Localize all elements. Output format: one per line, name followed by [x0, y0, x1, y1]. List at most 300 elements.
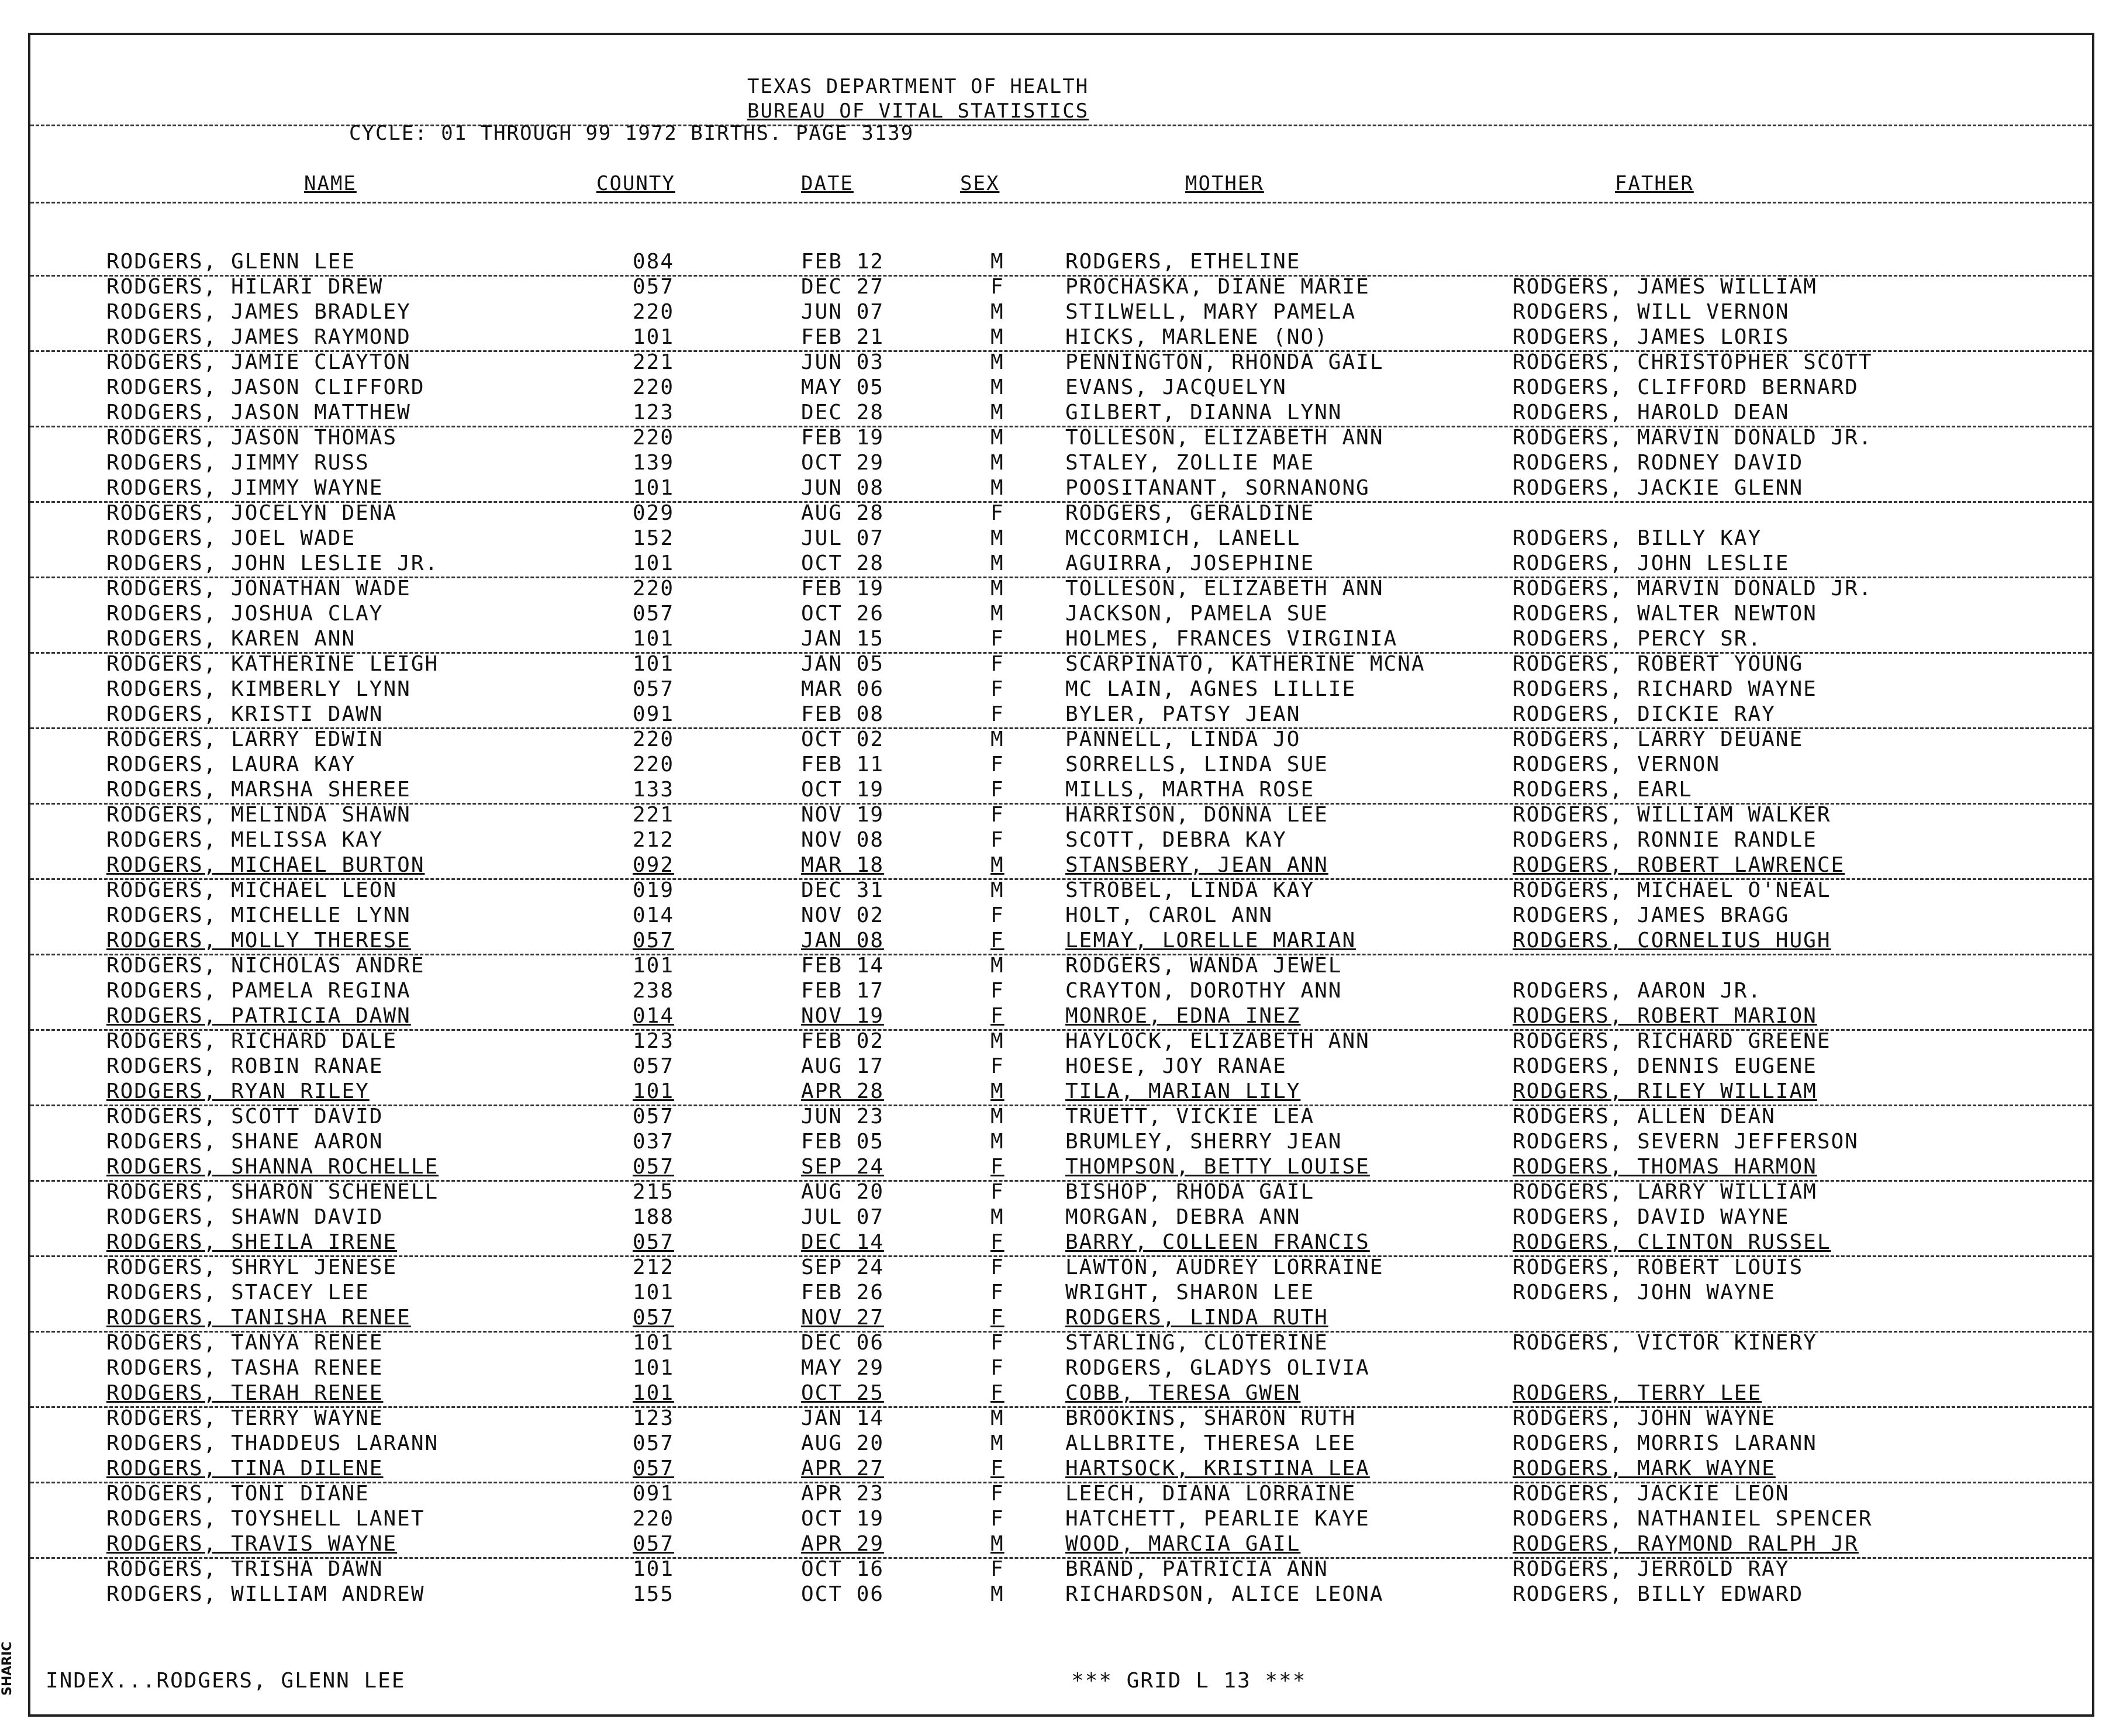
cell-sex: F	[990, 1356, 1005, 1380]
cell-father: RODGERS, JAMES BRAGG	[1513, 903, 1790, 927]
cell-date: FEB 17	[801, 979, 885, 1003]
table-row	[30, 1305, 2092, 1330]
cell-sex: F	[990, 1331, 1005, 1355]
cell-sex: F	[990, 652, 1005, 676]
cell-name: RODGERS, JOCELYN DENA	[106, 501, 398, 525]
cell-county: 057	[633, 1457, 675, 1480]
cell-mother: SORRELLS, LINDA SUE	[1065, 753, 1328, 776]
cell-father: RODGERS, JACKIE LEON	[1513, 1482, 1790, 1506]
table-row	[30, 1179, 2092, 1204]
cell-sex: F	[990, 1180, 1005, 1204]
cell-county: 123	[633, 401, 675, 424]
table-row	[30, 1129, 2092, 1154]
cell-sex: M	[990, 451, 1005, 475]
table-row	[30, 1230, 2092, 1255]
cell-date: NOV 19	[801, 1004, 885, 1028]
cell-name: RODGERS, KATHERINE LEIGH	[106, 652, 439, 676]
cell-county: 220	[633, 727, 675, 751]
cell-mother: MONROE, EDNA INEZ	[1065, 1004, 1301, 1028]
cell-sex: M	[990, 577, 1005, 600]
cell-date: JUN 23	[801, 1105, 885, 1128]
cell-name: RODGERS, JIMMY WAYNE	[106, 476, 384, 500]
cell-sex: F	[990, 677, 1005, 701]
cell-father: RODGERS, SEVERN JEFFERSON	[1513, 1130, 1859, 1154]
document-frame	[28, 33, 2094, 1717]
cell-sex: M	[990, 1079, 1005, 1103]
cell-county: 220	[633, 300, 675, 324]
table-row	[30, 526, 2092, 551]
table-row	[30, 450, 2092, 475]
cell-father: RODGERS, DENNIS EUGENE	[1513, 1054, 1817, 1078]
cell-date: JUN 08	[801, 476, 885, 500]
cell-name: RODGERS, TRISHA DAWN	[106, 1557, 384, 1581]
cell-mother: MILLS, MARTHA ROSE	[1065, 778, 1315, 802]
cell-name: RODGERS, PATRICIA DAWN	[106, 1004, 411, 1028]
cell-name: RODGERS, SHEILA IRENE	[106, 1230, 398, 1254]
cell-father: RODGERS, ALLEN DEAN	[1513, 1105, 1776, 1128]
cell-mother: SCARPINATO, KATHERINE MCNA	[1065, 652, 1425, 676]
table-row	[30, 1406, 2092, 1431]
cell-date: SEP 24	[801, 1155, 885, 1179]
cell-date: DEC 06	[801, 1331, 885, 1355]
table-row	[30, 1380, 2092, 1406]
cell-sex: M	[990, 1029, 1005, 1053]
cell-mother: BRAND, PATRICIA ANN	[1065, 1557, 1328, 1581]
cell-name: RODGERS, MICHAEL LEON	[106, 878, 398, 902]
cell-father: RODGERS, RAYMOND RALPH JR	[1513, 1532, 1859, 1556]
cell-mother: BYLER, PATSY JEAN	[1065, 702, 1301, 726]
cell-name: RODGERS, STACEY LEE	[106, 1281, 370, 1304]
table-row	[30, 903, 2092, 928]
cell-sex: M	[990, 1205, 1005, 1229]
cell-father: RODGERS, VERNON	[1513, 753, 1721, 776]
table-row	[30, 274, 2092, 299]
cell-mother: ALLBRITE, THERESA LEE	[1065, 1431, 1356, 1455]
cell-name: RODGERS, SHANNA ROCHELLE	[106, 1155, 439, 1179]
cell-county: 101	[633, 652, 675, 676]
cell-father: RODGERS, CORNELIUS HUGH	[1513, 929, 1831, 952]
cell-name: RODGERS, RYAN RILEY	[106, 1079, 370, 1103]
table-row	[30, 1255, 2092, 1280]
cell-father: RODGERS, MORRIS LARANN	[1513, 1431, 1817, 1455]
cell-sex: F	[990, 275, 1005, 299]
cell-county: 101	[633, 1079, 675, 1103]
table-row	[30, 475, 2092, 501]
cell-name: RODGERS, MELISSA KAY	[106, 828, 384, 852]
table-row	[30, 576, 2092, 601]
header-rule	[30, 125, 2092, 126]
column-header-rule	[30, 202, 2092, 203]
cell-county: 152	[633, 526, 675, 550]
cell-date: FEB 21	[801, 325, 885, 349]
table-row	[30, 1456, 2092, 1481]
cell-sex: F	[990, 1255, 1005, 1279]
cell-date: JUL 07	[801, 1205, 885, 1229]
table-row	[30, 425, 2092, 450]
cell-mother: RICHARDSON, ALICE LEONA	[1065, 1582, 1384, 1606]
table-row	[30, 1330, 2092, 1355]
table-row	[30, 651, 2092, 677]
cell-name: RODGERS, JAMIE CLAYTON	[106, 350, 411, 374]
cell-name: RODGERS, RICHARD DALE	[106, 1029, 398, 1053]
cell-county: 091	[633, 1482, 675, 1506]
cell-sex: F	[990, 778, 1005, 802]
cell-sex: M	[990, 526, 1005, 550]
cell-mother: COBB, TERESA GWEN	[1065, 1381, 1301, 1405]
cell-mother: HAYLOCK, ELIZABETH ANN	[1065, 1029, 1370, 1053]
cell-mother: WOOD, MARCIA GAIL	[1065, 1532, 1301, 1556]
cell-mother: MORGAN, DEBRA ANN	[1065, 1205, 1301, 1229]
cell-father: RODGERS, WILL VERNON	[1513, 300, 1790, 324]
table-row	[30, 1003, 2092, 1029]
cell-county: 101	[633, 954, 675, 978]
table-row	[30, 1531, 2092, 1556]
table-row	[30, 802, 2092, 827]
cell-sex: M	[990, 853, 1005, 877]
col-header-sex: SEX	[960, 172, 1000, 195]
cell-father: RODGERS, ROBERT MARION	[1513, 1004, 1817, 1028]
cell-county: 057	[633, 275, 675, 299]
cell-date: JAN 08	[801, 929, 885, 952]
cell-county: 221	[633, 350, 675, 374]
cell-county: 029	[633, 501, 675, 525]
cell-date: MAR 18	[801, 853, 885, 877]
cell-county: 101	[633, 551, 675, 575]
cell-name: RODGERS, JOHN LESLIE JR.	[106, 551, 439, 575]
cell-mother: THOMPSON, BETTY LOUISE	[1065, 1155, 1370, 1179]
cell-father: RODGERS, MARVIN DONALD JR.	[1513, 577, 1873, 600]
cell-date: APR 23	[801, 1482, 885, 1506]
cell-date: FEB 19	[801, 577, 885, 600]
cell-sex: F	[990, 803, 1005, 827]
cell-mother: BRUMLEY, SHERRY JEAN	[1065, 1130, 1342, 1154]
cell-name: RODGERS, TANYA RENEE	[106, 1331, 384, 1355]
cell-county: 101	[633, 476, 675, 500]
table-row	[30, 928, 2092, 953]
table-row	[30, 551, 2092, 576]
cell-father: RODGERS, ROBERT LAWRENCE	[1513, 853, 1845, 877]
col-header-county: COUNTY	[596, 172, 675, 195]
col-header-name: NAME	[304, 172, 357, 195]
cell-date: OCT 29	[801, 451, 885, 475]
table-row	[30, 400, 2092, 425]
table-row	[30, 953, 2092, 978]
cell-county: 101	[633, 1381, 675, 1405]
cell-father: RODGERS, JAMES WILLIAM	[1513, 275, 1817, 299]
cell-name: RODGERS, MELINDA SHAWN	[106, 803, 411, 827]
cell-county: 014	[633, 1004, 675, 1028]
cell-name: RODGERS, SCOTT DAVID	[106, 1105, 384, 1128]
cell-county: 057	[633, 1431, 675, 1455]
cell-mother: HOLMES, FRANCES VIRGINIA	[1065, 627, 1398, 651]
cell-name: RODGERS, THADDEUS LARANN	[106, 1431, 439, 1455]
cell-sex: M	[990, 250, 1005, 274]
cell-date: FEB 12	[801, 250, 885, 274]
cell-father: RODGERS, JERROLD RAY	[1513, 1557, 1790, 1581]
table-row	[30, 350, 2092, 375]
cell-county: 101	[633, 325, 675, 349]
cell-father: RODGERS, JOHN WAYNE	[1513, 1281, 1776, 1304]
cell-date: OCT 19	[801, 778, 885, 802]
cell-father: RODGERS, WALTER NEWTON	[1513, 602, 1817, 626]
cell-county: 057	[633, 1230, 675, 1254]
table-row	[30, 626, 2092, 651]
cell-name: RODGERS, SHANE AARON	[106, 1130, 384, 1154]
cell-mother: LAWTON, AUDREY LORRAINE	[1065, 1255, 1384, 1279]
cell-sex: F	[990, 1004, 1005, 1028]
cell-date: MAR 06	[801, 677, 885, 701]
cell-county: 057	[633, 1105, 675, 1128]
cell-mother: HARRISON, DONNA LEE	[1065, 803, 1328, 827]
table-row	[30, 1506, 2092, 1531]
cell-father: RODGERS, ROBERT LOUIS	[1513, 1255, 1804, 1279]
cell-father: RODGERS, BILLY EDWARD	[1513, 1582, 1804, 1606]
cell-father: RODGERS, TERRY LEE	[1513, 1381, 1762, 1405]
cell-mother: WRIGHT, SHARON LEE	[1065, 1281, 1315, 1304]
cell-sex: M	[990, 602, 1005, 626]
cell-sex: M	[990, 727, 1005, 751]
cell-date: JUN 03	[801, 350, 885, 374]
cell-sex: M	[990, 426, 1005, 450]
cell-sex: M	[990, 551, 1005, 575]
cell-county: 057	[633, 602, 675, 626]
cell-mother: HARTSOCK, KRISTINA LEA	[1065, 1457, 1370, 1480]
cell-name: RODGERS, JASON MATTHEW	[106, 401, 411, 424]
cell-father: RODGERS, RICHARD WAYNE	[1513, 677, 1817, 701]
cell-date: APR 28	[801, 1079, 885, 1103]
cell-father: RODGERS, BILLY KAY	[1513, 526, 1762, 550]
cell-sex: F	[990, 1482, 1005, 1506]
cell-mother: RODGERS, GLADYS OLIVIA	[1065, 1356, 1370, 1380]
cell-county: 057	[633, 1532, 675, 1556]
cell-father: RODGERS, DAVID WAYNE	[1513, 1205, 1790, 1229]
cell-father: RODGERS, VICTOR KINERY	[1513, 1331, 1817, 1355]
cell-mother: SCOTT, DEBRA KAY	[1065, 828, 1287, 852]
table-row	[30, 1029, 2092, 1054]
cell-sex: F	[990, 702, 1005, 726]
cell-date: OCT 16	[801, 1557, 885, 1581]
cell-father: RODGERS, RILEY WILLIAM	[1513, 1079, 1817, 1103]
cell-name: RODGERS, TERAH RENEE	[106, 1381, 384, 1405]
cell-sex: M	[990, 878, 1005, 902]
cell-date: FEB 08	[801, 702, 885, 726]
cell-county: 220	[633, 375, 675, 399]
cell-name: RODGERS, JIMMY RUSS	[106, 451, 370, 475]
cell-name: RODGERS, TANISHA RENEE	[106, 1306, 411, 1330]
table-row	[30, 878, 2092, 903]
cell-mother: LEECH, DIANA LORRAINE	[1065, 1482, 1356, 1506]
cell-mother: HOESE, JOY RANAE	[1065, 1054, 1287, 1078]
cell-father: RODGERS, AARON JR.	[1513, 979, 1762, 1003]
cell-county: 091	[633, 702, 675, 726]
cell-name: RODGERS, TOYSHELL LANET	[106, 1507, 425, 1531]
cell-county: 123	[633, 1029, 675, 1053]
cell-mother: STANSBERY, JEAN ANN	[1065, 853, 1328, 877]
cell-county: 037	[633, 1130, 675, 1154]
cell-county: 092	[633, 853, 675, 877]
cell-date: OCT 25	[801, 1381, 885, 1405]
cell-mother: STILWELL, MARY PAMELA	[1065, 300, 1356, 324]
cell-sex: F	[990, 1381, 1005, 1405]
cell-date: MAY 29	[801, 1356, 885, 1380]
table-row	[30, 1481, 2092, 1506]
cell-name: RODGERS, TASHA RENEE	[106, 1356, 384, 1380]
cell-name: RODGERS, SHARON SCHENELL	[106, 1180, 439, 1204]
cell-date: FEB 02	[801, 1029, 885, 1053]
cell-mother: TRUETT, VICKIE LEA	[1065, 1105, 1315, 1128]
cell-mother: STROBEL, LINDA KAY	[1065, 878, 1315, 902]
table-row	[30, 249, 2092, 274]
cell-date: OCT 28	[801, 551, 885, 575]
cell-county: 101	[633, 1557, 675, 1581]
cell-sex: M	[990, 325, 1005, 349]
cell-mother: CRAYTON, DOROTHY ANN	[1065, 979, 1342, 1003]
cell-date: OCT 26	[801, 602, 885, 626]
cell-mother: TILA, MARIAN LILY	[1065, 1079, 1301, 1103]
side-label: SHARIC	[0, 1641, 15, 1696]
cell-date: DEC 28	[801, 401, 885, 424]
cell-mother: PROCHASKA, DIANE MARIE	[1065, 275, 1370, 299]
table-row	[30, 1204, 2092, 1230]
cell-mother: MCCORMICH, LANELL	[1065, 526, 1301, 550]
cell-name: RODGERS, LAURA KAY	[106, 753, 356, 776]
cell-sex: F	[990, 501, 1005, 525]
cell-father: RODGERS, NATHANIEL SPENCER	[1513, 1507, 1873, 1531]
col-header-date: DATE	[801, 172, 854, 195]
table-row	[30, 677, 2092, 702]
cell-name: RODGERS, WILLIAM ANDREW	[106, 1582, 425, 1606]
cell-mother: MC LAIN, AGNES LILLIE	[1065, 677, 1356, 701]
cell-father: RODGERS, DICKIE RAY	[1513, 702, 1776, 726]
cell-name: RODGERS, JOEL WADE	[106, 526, 356, 550]
cell-date: JAN 15	[801, 627, 885, 651]
table-row	[30, 1431, 2092, 1456]
cell-date: OCT 02	[801, 727, 885, 751]
cell-county: 057	[633, 929, 675, 952]
cell-county: 057	[633, 1054, 675, 1078]
table-row	[30, 1582, 2092, 1607]
cell-date: AUG 20	[801, 1431, 885, 1455]
cell-mother: STALEY, ZOLLIE MAE	[1065, 451, 1315, 475]
table-row	[30, 752, 2092, 777]
cell-mother: HATCHETT, PEARLIE KAYE	[1065, 1507, 1370, 1531]
cell-name: RODGERS, JASON CLIFFORD	[106, 375, 425, 399]
cell-sex: M	[990, 300, 1005, 324]
cell-date: DEC 27	[801, 275, 885, 299]
cell-name: RODGERS, MARSHA SHEREE	[106, 778, 411, 802]
cell-sex: F	[990, 1281, 1005, 1304]
cell-sex: M	[990, 401, 1005, 424]
cell-father: RODGERS, CHRISTOPHER SCOTT	[1513, 350, 1873, 374]
cell-name: RODGERS, JAMES RAYMOND	[106, 325, 411, 349]
cell-father: RODGERS, MARK WAYNE	[1513, 1457, 1776, 1480]
table-row	[30, 299, 2092, 325]
table-row	[30, 777, 2092, 802]
cell-date: JUL 07	[801, 526, 885, 550]
cell-mother: PANNELL, LINDA JO	[1065, 727, 1301, 751]
table-row	[30, 325, 2092, 350]
table-row	[30, 702, 2092, 727]
cell-date: DEC 31	[801, 878, 885, 902]
cell-name: RODGERS, JOSHUA CLAY	[106, 602, 384, 626]
cell-sex: F	[990, 1054, 1005, 1078]
cell-mother: TOLLESON, ELIZABETH ANN	[1065, 577, 1384, 600]
cell-father: RODGERS, RICHARD GREENE	[1513, 1029, 1831, 1053]
cell-father: RODGERS, ROBERT YOUNG	[1513, 652, 1804, 676]
cell-date: OCT 06	[801, 1582, 885, 1606]
cell-sex: M	[990, 1406, 1005, 1430]
cell-date: NOV 08	[801, 828, 885, 852]
cell-county: 019	[633, 878, 675, 902]
table-row	[30, 1355, 2092, 1380]
cell-name: RODGERS, KAREN ANN	[106, 627, 356, 651]
cell-sex: F	[990, 828, 1005, 852]
cell-sex: F	[990, 1306, 1005, 1330]
cell-name: RODGERS, HILARI DREW	[106, 275, 384, 299]
cell-county: 155	[633, 1582, 675, 1606]
cell-name: RODGERS, NICHOLAS ANDRE	[106, 954, 425, 978]
cell-father: RODGERS, JOHN LESLIE	[1513, 551, 1790, 575]
cell-father: RODGERS, JOHN WAYNE	[1513, 1406, 1776, 1430]
cell-name: RODGERS, TERRY WAYNE	[106, 1406, 384, 1430]
footer-grid-label: *** GRID L 13 ***	[1071, 1669, 1307, 1693]
cell-name: RODGERS, TRAVIS WAYNE	[106, 1532, 398, 1556]
cell-father: RODGERS, THOMAS HARMON	[1513, 1155, 1817, 1179]
cell-name: RODGERS, JASON THOMAS	[106, 426, 398, 450]
cell-county: 212	[633, 1255, 675, 1279]
cell-name: RODGERS, LARRY EDWIN	[106, 727, 384, 751]
cell-name: RODGERS, PAMELA REGINA	[106, 979, 411, 1003]
cell-mother: BARRY, COLLEEN FRANCIS	[1065, 1230, 1370, 1254]
birth-records-table	[30, 249, 2092, 1607]
cell-sex: F	[990, 1230, 1005, 1254]
cell-mother: STARLING, CLOTERINE	[1065, 1331, 1328, 1355]
table-row	[30, 601, 2092, 626]
cell-county: 057	[633, 1306, 675, 1330]
table-row	[30, 727, 2092, 752]
cell-date: FEB 19	[801, 426, 885, 450]
cell-date: FEB 26	[801, 1281, 885, 1304]
cell-county: 123	[633, 1406, 675, 1430]
cell-sex: F	[990, 929, 1005, 952]
cell-name: RODGERS, SHRYL JENESE	[106, 1255, 398, 1279]
cell-name: RODGERS, TINA DILENE	[106, 1457, 384, 1480]
cell-sex: M	[990, 1532, 1005, 1556]
table-row	[30, 375, 2092, 400]
cell-mother: BROOKINS, SHARON RUTH	[1065, 1406, 1356, 1430]
table-row	[30, 1079, 2092, 1104]
cell-county: 212	[633, 828, 675, 852]
cell-father: RODGERS, EARL	[1513, 778, 1693, 802]
cell-sex: M	[990, 476, 1005, 500]
cell-name: RODGERS, TONI DIANE	[106, 1482, 370, 1506]
cell-father: RODGERS, JAMES LORIS	[1513, 325, 1790, 349]
cell-father: RODGERS, LARRY WILLIAM	[1513, 1180, 1817, 1204]
cell-county: 220	[633, 1507, 675, 1531]
cell-county: 188	[633, 1205, 675, 1229]
cell-mother: RODGERS, ETHELINE	[1065, 250, 1301, 274]
cell-father: RODGERS, MARVIN DONALD JR.	[1513, 426, 1873, 450]
cell-mother: JACKSON, PAMELA SUE	[1065, 602, 1328, 626]
cell-sex: F	[990, 903, 1005, 927]
table-row	[30, 1054, 2092, 1079]
col-header-mother: MOTHER	[1185, 172, 1264, 195]
cell-date: NOV 02	[801, 903, 885, 927]
cell-county: 221	[633, 803, 675, 827]
cell-name: RODGERS, JAMES BRADLEY	[106, 300, 411, 324]
col-header-father: FATHER	[1615, 172, 1694, 195]
cell-date: SEP 24	[801, 1255, 885, 1279]
